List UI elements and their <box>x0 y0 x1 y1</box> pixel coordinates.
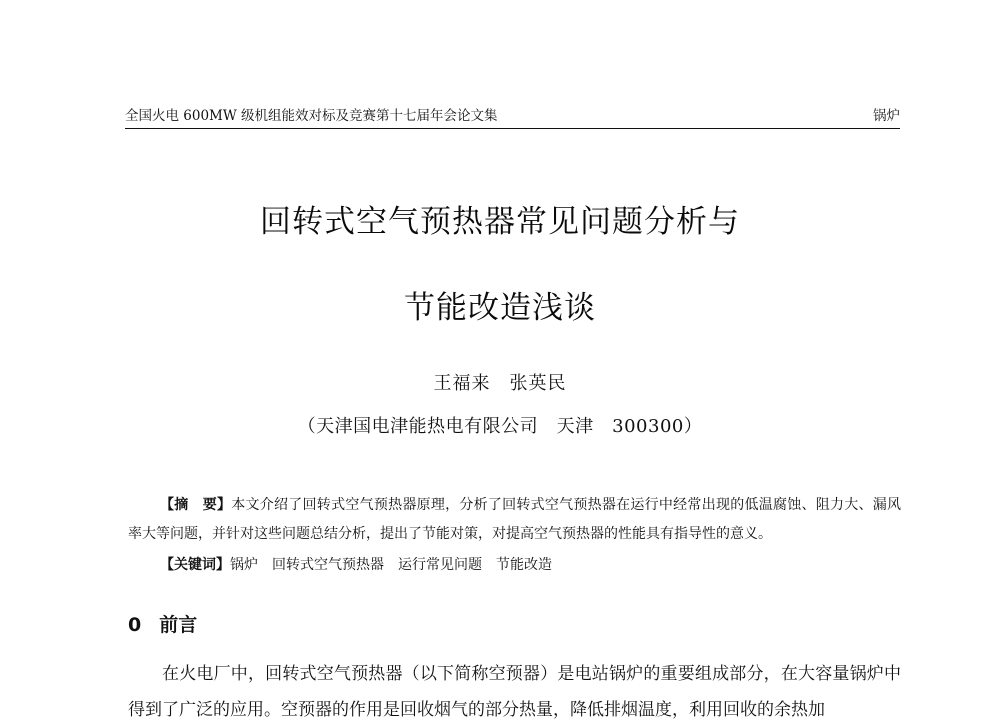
section-heading <box>128 610 197 637</box>
running-header-right: 锅炉 <box>873 108 900 124</box>
authors: 王福来 张英民 <box>433 373 567 394</box>
keyword-item: 节能改造 <box>496 557 552 573</box>
body-paragraph: 在火电厂中，回转式空气预热器（以下简称空预器）是电站锅炉的重要组成部分，在大容量锅炉中得到了广泛的应用。空预器的作用是回收烟气的部分热量，降低排烟温度，利用回收的余热加 <box>128 664 901 720</box>
paper-title-line-1: 回转式空气预热器常见问题分析与 <box>260 204 740 240</box>
section-title: 前言 <box>159 614 198 636</box>
keyword-item: 回转式空气预热器 <box>272 557 384 573</box>
abstract-label: 【摘 要】 <box>160 497 232 513</box>
running-header <box>125 108 900 124</box>
keyword-item: 运行常见问题 <box>398 557 482 573</box>
abstract <box>128 491 901 549</box>
keyword-item: 锅炉 <box>230 557 258 573</box>
keywords <box>160 555 566 575</box>
abstract-text: 本文介绍了回转式空气预热器原理，分析了回转式空气预热器在运行中经常出现的低温腐蚀、阻力大、漏风率大等问题，并针对这些问题总结分析，提出了节能对策，对提高空气预热器的性能具有指导性的意义。 <box>128 497 902 542</box>
section-number: 0 <box>128 614 142 636</box>
header-rule <box>125 128 900 129</box>
running-header-left: 全国火电 600MW 级机组能效对标及竞赛第十七届年会论文集 <box>125 108 498 124</box>
paper-title-line-2: 节能改造浅谈 <box>404 290 596 326</box>
keywords-label: 【关键词】 <box>160 557 230 573</box>
affiliation: （天津国电津能热电有限公司 天津 300300） <box>297 416 703 437</box>
